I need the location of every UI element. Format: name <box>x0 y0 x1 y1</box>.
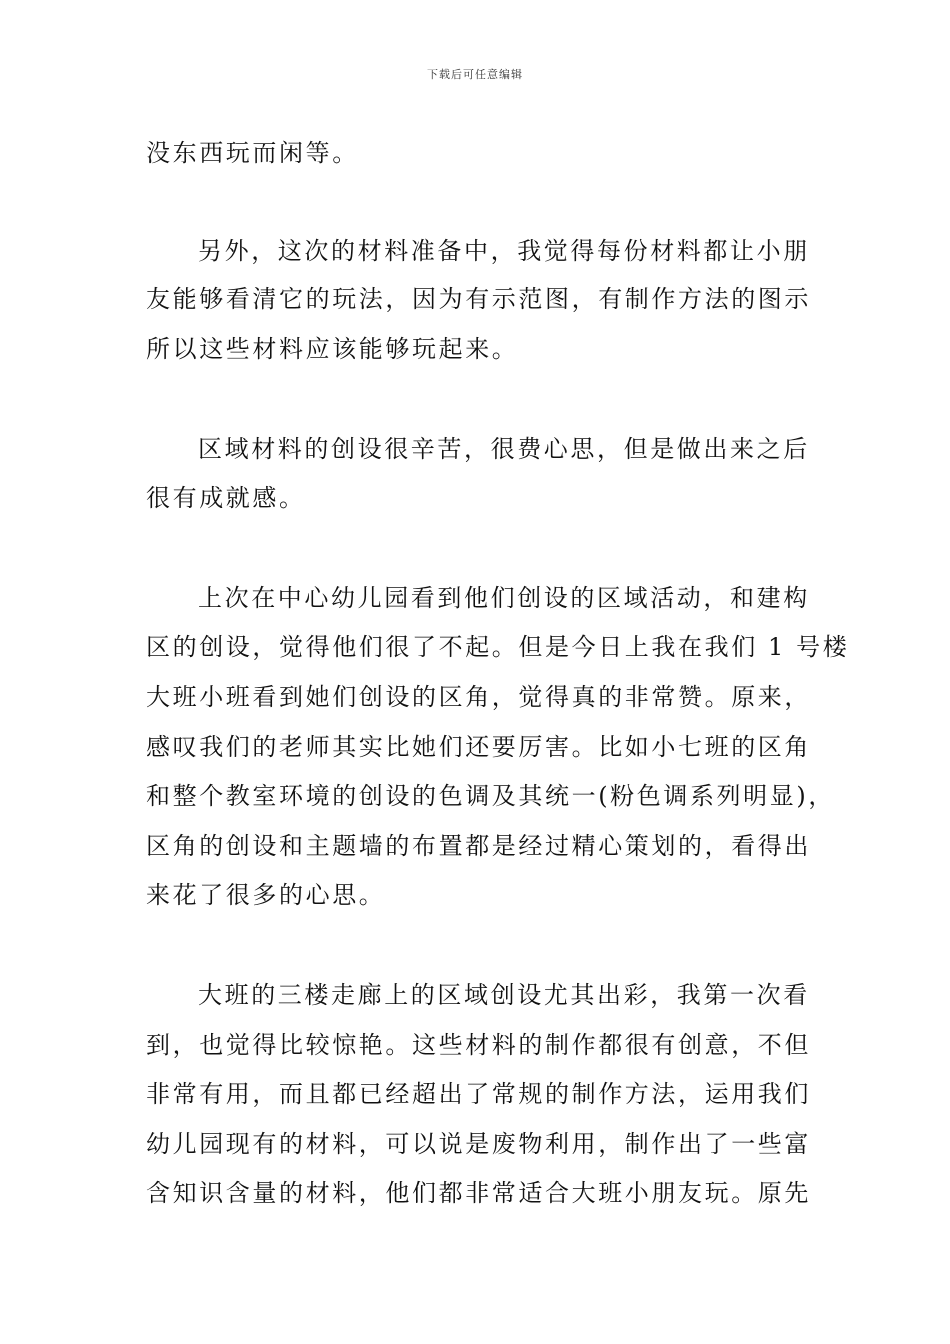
text-line: 非常有用，而且都已经超出了常规的制作方法，运用我们 <box>146 1080 811 1108</box>
text-line: 幼儿园现有的材料，可以说是废物利用，制作出了一些富 <box>146 1130 811 1158</box>
paragraph-first-line: 大班的三楼走廊上的区域创设尤其出彩，我第一次看 <box>198 981 810 1009</box>
paragraph-first-line: 另外，这次的材料准备中，我觉得每份材料都让小朋 <box>198 237 810 265</box>
text-line: 到，也觉得比较惊艳。这些材料的制作都很有创意，不但 <box>146 1031 811 1059</box>
text-line: 很有成就感。 <box>146 484 306 512</box>
text-line: 含知识含量的材料，他们都非常适合大班小朋友玩。原先 <box>146 1179 811 1207</box>
paragraph-first-line: 区域材料的创设很辛苦，很费心思，但是做出来之后 <box>198 435 810 463</box>
text-line: 来花了很多的心思。 <box>146 881 386 909</box>
text-line: 区的创设，觉得他们很了不起。但是今日上我在我们 1 号楼 <box>146 633 850 661</box>
text-line: 感叹我们的老师其实比她们还要厉害。比如小七班的区角 <box>146 733 811 761</box>
text-line: 没东西玩而闲等。 <box>146 139 359 167</box>
text-line: 友能够看清它的玩法，因为有示范图，有制作方法的图示 <box>146 285 811 313</box>
text-line: 大班小班看到她们创设的区角，觉得真的非常赞。原来， <box>146 683 811 711</box>
text-line: 所以这些材料应该能够玩起来。 <box>146 335 519 363</box>
page-header: 下载后可任意编辑 <box>427 68 523 81</box>
text-line: 和整个教室环境的创设的色调及其统一(粉色调系列明显)， <box>146 782 835 810</box>
paragraph-first-line: 上次在中心幼儿园看到他们创设的区域活动，和建构 <box>198 584 810 612</box>
text-line: 区角的创设和主题墙的布置都是经过精心策划的，看得出 <box>146 832 811 860</box>
